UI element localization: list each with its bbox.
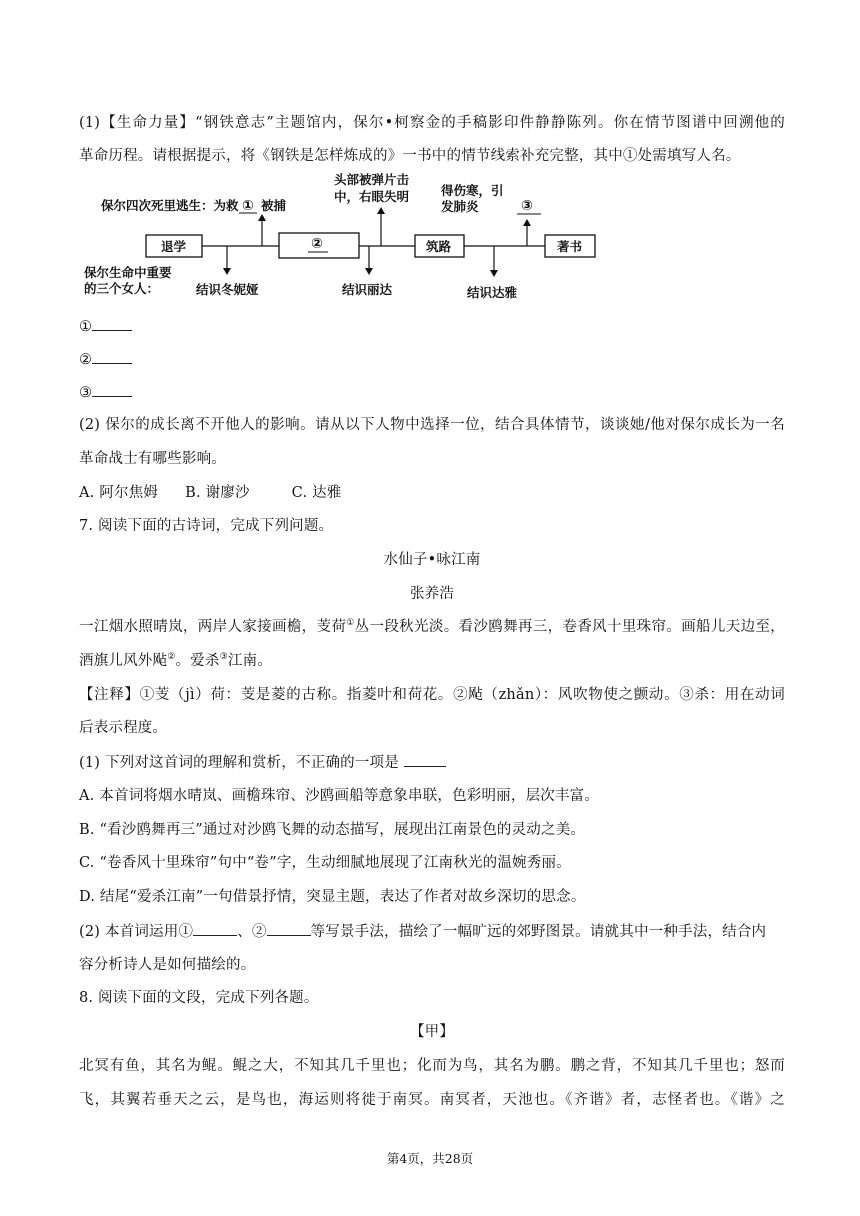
q7-sub2-line2: 容分析诗人是如何描绘的。 <box>79 957 256 973</box>
q7-sub1-text: (1) 下列对这首词的理解和赏析，不正确的一项是 <box>79 755 399 771</box>
q7-sub2-c: 等写景手法，描绘了一幅旷远的郊野图景。请就其中一种手法，结合内 <box>310 924 767 940</box>
q8-text-line1: 北冥有鱼，其名为鲲。鲲之大，不知其几千里也；化而为鸟，其名为鹏。鹏之背，不知其几千里也；怒而 <box>79 1058 785 1074</box>
choice-c: C. “卷香风十里珠帘”句中“卷”字，生动细腻地展现了江南秋光的温婉秀丽。 <box>79 855 571 871</box>
plot-timeline-diagram <box>79 172 583 307</box>
poem-line1-b: 丛一段秋光淡。看沙鸥舞再三，卷香风十里珠帘。画船儿天边至， <box>354 619 785 635</box>
notes-line2: 后表示程度。 <box>79 720 168 736</box>
q8-text-line2: 飞，其翼若垂天之云，是鸟也，海运则将徙于南冥。南冥者，天池也。《齐谐》者，志怪者也。《谐》之 <box>79 1092 785 1108</box>
q6-part2-line1: (2) 保尔的成长离不开他人的影响。请从以下人物中选择一位，结合具体情节，谈谈她/他对保尔成长为一名 <box>79 417 785 433</box>
q6-part1-line2: 革命历程。请根据提示，将《钢铁是怎样炼成的》一书中的情节线索补充完整，其中①处需填写人名。 <box>79 148 741 164</box>
diagram-meet-taya: 结识达雅 <box>467 285 518 300</box>
answer-line-1 <box>79 316 785 337</box>
page-footer: 第4页，共28页 <box>386 1151 474 1166</box>
option-b: B. 谢廖沙 <box>185 485 250 501</box>
diagram-box-build-road: 筑路 <box>426 239 452 254</box>
diagram-box-blank-2: ② <box>311 236 323 252</box>
diagram-meet-rita: 结识丽达 <box>342 282 393 297</box>
option-c: C. 达雅 <box>291 485 342 501</box>
poem-note-ref-2: ② <box>167 652 176 663</box>
answer-blank-2[interactable] <box>92 349 132 364</box>
notes-line1: 【注释】①芰（jì）荷：芰是菱的古称。指菱叶和荷花。②飐（zhǎn）：风吹物使之颤动。③杀：用在动词 <box>79 687 785 703</box>
poem-line1 <box>79 617 785 637</box>
poem-line2-b: 。爱杀 <box>175 653 220 669</box>
diagram-typhoid-line1: 得伤寒，引 <box>441 183 504 198</box>
q6-part1-line1: (1)【生命力量】“钢铁意志”主题馆内，保尔•柯察金的手稿影印件静静陈列。你在情节图谱中回溯他的 <box>79 115 785 131</box>
diagram-box-quit-school: 退学 <box>161 239 187 254</box>
diagram-women-line1: 保尔生命中重要 <box>84 265 172 280</box>
poem-title: 水仙子•咏江南 <box>383 552 481 568</box>
diagram-top-label-prefix: 保尔四次死里逃生：为救 <box>101 198 239 213</box>
poem-note-ref-1: ① <box>346 618 355 629</box>
choice-a: A. 本首词将烟水晴岚、画檐珠帘、沙鸥画船等意象串联，色彩明丽，层次丰富。 <box>79 788 600 804</box>
q6-options <box>79 483 785 503</box>
option-a: A. 阿尔焦姆 <box>79 485 159 501</box>
answer-marker-2: ② <box>79 352 93 368</box>
diagram-blank-3-marker: ③ <box>521 198 533 214</box>
diagram-meet-tonya: 结识冬妮娅 <box>196 282 259 297</box>
poem-author: 张养浩 <box>409 586 455 602</box>
poem-line2-a: 酒旗儿风外飐 <box>79 653 168 669</box>
choice-b: B. “看沙鸥舞再三”通过对沙鸥飞舞的动态描写，展现出江南景色的灵动之美。 <box>79 822 586 838</box>
diagram-blank-1-marker: ① <box>242 198 254 214</box>
q7-sub2-a: (2) 本首词运用① <box>79 924 194 940</box>
answer-line-3 <box>79 382 785 403</box>
q7-sub1-blank[interactable] <box>404 752 446 767</box>
q7-sub2-b: 、② <box>237 924 267 940</box>
diagram-head-injury-line1: 头部被弹片击 <box>334 172 410 187</box>
q8-intro: 8. 阅读下面的文段，完成下列各题。 <box>79 990 319 1006</box>
answer-blank-3[interactable] <box>92 382 132 397</box>
answer-marker-3: ③ <box>79 385 93 401</box>
poem-line2 <box>79 651 785 671</box>
q7-sub2-blank-1[interactable] <box>193 921 237 936</box>
q7-sub1 <box>79 752 785 773</box>
q7-sub2-blank-2[interactable] <box>267 921 311 936</box>
poem-line1-a: 一江烟水照晴岚，两岸人家接画檐，芰荷 <box>79 619 347 635</box>
choice-d: D. 结尾“爱杀江南”一句借景抒情，突显主题，表达了作者对故乡深切的思念。 <box>79 889 586 905</box>
q6-part2-line2: 革命战士有哪些影响。 <box>79 451 226 467</box>
diagram-box-write-book: 著书 <box>557 239 583 254</box>
answer-blank-1[interactable] <box>92 316 132 331</box>
q8-heading: 【甲】 <box>409 1024 455 1040</box>
q7-sub2-line1 <box>79 921 785 942</box>
poem-note-ref-3: ③ <box>219 652 228 663</box>
diagram-top-label-suffix: 被捕 <box>261 198 287 213</box>
answer-line-2 <box>79 349 785 370</box>
diagram-women-line2: 的三个女人： <box>84 281 160 296</box>
answer-marker-1: ① <box>79 319 93 335</box>
diagram-head-injury-line2: 中，右眼失明 <box>334 189 410 204</box>
diagram-typhoid-line2: 发肺炎 <box>441 199 479 214</box>
q7-intro: 7. 阅读下面的古诗词，完成下列问题。 <box>79 518 334 534</box>
poem-line2-c: 江南。 <box>227 653 272 669</box>
